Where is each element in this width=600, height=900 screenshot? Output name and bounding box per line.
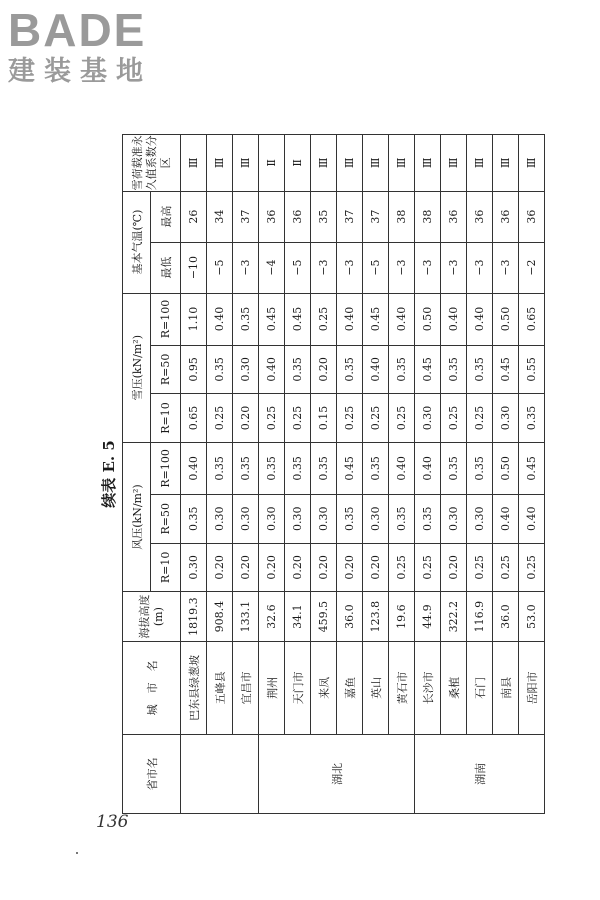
temp-min-cell: −3	[467, 242, 493, 293]
elevation-cell: 116.9	[467, 592, 493, 642]
wind-r10-cell: 0.20	[285, 543, 311, 592]
elevation-cell: 908.4	[207, 592, 233, 642]
temp-max-cell: 36	[493, 191, 519, 242]
elevation-cell: 1819.3	[181, 592, 207, 642]
temp-min-cell: −3	[337, 242, 363, 293]
city-cell: 英山	[363, 642, 389, 735]
snow-zone-cell: Ⅲ	[181, 135, 207, 192]
wind-r100-cell: 0.35	[233, 442, 259, 494]
table-row	[415, 135, 441, 814]
snow-r100-cell: 1.10	[181, 293, 207, 345]
temp-min-cell: −3	[415, 242, 441, 293]
elevation-cell: 32.6	[259, 592, 285, 642]
header-snow-pressure: 雪压(kN/m²)	[123, 293, 151, 442]
snow-r10-cell: 0.25	[467, 394, 493, 443]
header-temp-min: 最低	[151, 242, 181, 293]
temp-max-cell: 36	[259, 191, 285, 242]
table-row	[363, 135, 389, 814]
elevation-cell: 34.1	[285, 592, 311, 642]
header-snow-r100: R=100	[151, 293, 181, 345]
wind-r100-cell: 0.35	[207, 442, 233, 494]
wind-r100-cell: 0.35	[311, 442, 337, 494]
snow-r10-cell: 0.35	[519, 394, 545, 443]
wind-r10-cell: 0.25	[389, 543, 415, 592]
snow-zone-cell: Ⅲ	[337, 135, 363, 192]
snow-r50-cell: 0.45	[415, 345, 441, 394]
table-caption: 续表 E. 5	[100, 440, 118, 508]
header-city: 城 市 名	[123, 642, 181, 735]
snow-r100-cell: 0.40	[389, 293, 415, 345]
table-row	[337, 135, 363, 814]
wind-r50-cell: 0.35	[337, 494, 363, 543]
city-cell: 巴东县绿葱坡	[181, 642, 207, 735]
elevation-cell: 44.9	[415, 592, 441, 642]
table-row	[285, 135, 311, 814]
wind-r100-cell: 0.35	[441, 442, 467, 494]
snow-r50-cell: 0.35	[207, 345, 233, 394]
wind-r50-cell: 0.30	[259, 494, 285, 543]
wind-r100-cell: 0.45	[337, 442, 363, 494]
temp-max-cell: 37	[363, 191, 389, 242]
elevation-cell: 459.5	[311, 592, 337, 642]
snow-zone-cell: Ⅲ	[207, 135, 233, 192]
snow-r100-cell: 0.40	[467, 293, 493, 345]
snow-r100-cell: 0.50	[493, 293, 519, 345]
table-row	[311, 135, 337, 814]
city-cell: 岳阳市	[519, 642, 545, 735]
snow-zone-cell: Ⅱ	[285, 135, 311, 192]
wind-r100-cell: 0.35	[259, 442, 285, 494]
rotated-table-page	[98, 134, 539, 814]
wind-r10-cell: 0.25	[493, 543, 519, 592]
province-cell: 湖北	[259, 734, 415, 813]
header-snow-r50: R=50	[151, 345, 181, 394]
header-wind-r50: R=50	[151, 494, 181, 543]
table-row	[389, 135, 415, 814]
scan-speck	[76, 852, 78, 854]
city-cell: 黄石市	[389, 642, 415, 735]
table-row	[233, 135, 259, 814]
header-province: 省市名	[123, 734, 181, 813]
snow-r50-cell: 0.40	[259, 345, 285, 394]
table-row	[519, 135, 545, 814]
city-cell: 宜昌市	[233, 642, 259, 735]
wind-r50-cell: 0.30	[441, 494, 467, 543]
city-cell: 石门	[467, 642, 493, 735]
city-cell: 来凤	[311, 642, 337, 735]
elevation-cell: 123.8	[363, 592, 389, 642]
snow-r50-cell: 0.35	[441, 345, 467, 394]
header-temp-max: 最高	[151, 191, 181, 242]
snow-r10-cell: 0.25	[285, 394, 311, 443]
header-snow-r10: R=10	[151, 394, 181, 443]
wind-r10-cell: 0.20	[363, 543, 389, 592]
wind-r50-cell: 0.35	[415, 494, 441, 543]
temp-min-cell: −2	[519, 242, 545, 293]
temp-max-cell: 38	[389, 191, 415, 242]
header-wind-r10: R=10	[151, 543, 181, 592]
snow-r100-cell: 0.40	[207, 293, 233, 345]
snow-r100-cell: 0.40	[441, 293, 467, 345]
snow-r50-cell: 0.35	[337, 345, 363, 394]
elevation-cell: 322.2	[441, 592, 467, 642]
table-row	[207, 135, 233, 814]
temp-min-cell: −3	[441, 242, 467, 293]
temp-min-cell: −5	[207, 242, 233, 293]
snow-r100-cell: 0.50	[415, 293, 441, 345]
wind-r100-cell: 0.45	[519, 442, 545, 494]
wind-r10-cell: 0.30	[181, 543, 207, 592]
snow-r50-cell: 0.30	[233, 345, 259, 394]
climate-data-table	[122, 134, 545, 814]
header-wind-r100: R=100	[151, 442, 181, 494]
city-cell: 桑植	[441, 642, 467, 735]
temp-min-cell: −3	[233, 242, 259, 293]
province-cell: 湖南	[415, 734, 545, 813]
wind-r10-cell: 0.20	[441, 543, 467, 592]
wind-r100-cell: 0.40	[181, 442, 207, 494]
snow-zone-cell: Ⅲ	[493, 135, 519, 192]
snow-r10-cell: 0.15	[311, 394, 337, 443]
snow-r100-cell: 0.40	[337, 293, 363, 345]
temp-max-cell: 36	[519, 191, 545, 242]
snow-r100-cell: 0.45	[363, 293, 389, 345]
header-elevation: 海拔高度(m)	[123, 592, 181, 642]
header-snow-zone: 雪荷载准永久值系数分区	[123, 135, 181, 192]
wind-r50-cell: 0.30	[207, 494, 233, 543]
temp-min-cell: −3	[311, 242, 337, 293]
snow-r100-cell: 0.35	[233, 293, 259, 345]
city-cell: 五峰县	[207, 642, 233, 735]
temp-max-cell: 36	[467, 191, 493, 242]
snow-r100-cell: 0.25	[311, 293, 337, 345]
logo-wordmark: BADE	[8, 4, 147, 56]
table-row	[181, 135, 207, 814]
snow-zone-cell: Ⅲ	[467, 135, 493, 192]
snow-r100-cell: 0.45	[285, 293, 311, 345]
wind-r50-cell: 0.30	[233, 494, 259, 543]
snow-r10-cell: 0.65	[181, 394, 207, 443]
header-base-temperature: 基本气温(℃)	[123, 191, 151, 293]
temp-max-cell: 38	[415, 191, 441, 242]
elevation-cell: 53.0	[519, 592, 545, 642]
snow-r10-cell: 0.30	[415, 394, 441, 443]
wind-r50-cell: 0.40	[493, 494, 519, 543]
snow-r10-cell: 0.25	[389, 394, 415, 443]
wind-r100-cell: 0.35	[363, 442, 389, 494]
snow-r100-cell: 0.45	[259, 293, 285, 345]
brand-logo	[8, 6, 152, 88]
snow-r50-cell: 0.40	[363, 345, 389, 394]
snow-zone-cell: Ⅲ	[363, 135, 389, 192]
header-wind-pressure: 风压(kN/m²)	[123, 442, 151, 591]
table-row	[441, 135, 467, 814]
wind-r10-cell: 0.25	[519, 543, 545, 592]
temp-max-cell: 37	[337, 191, 363, 242]
snow-r50-cell: 0.55	[519, 345, 545, 394]
logo-subtitle: 建装基地	[8, 56, 152, 87]
wind-r50-cell: 0.30	[363, 494, 389, 543]
snow-r50-cell: 0.35	[389, 345, 415, 394]
wind-r100-cell: 0.50	[493, 442, 519, 494]
elevation-cell: 36.0	[493, 592, 519, 642]
temp-min-cell: −4	[259, 242, 285, 293]
snow-zone-cell: Ⅲ	[311, 135, 337, 192]
snow-r100-cell: 0.65	[519, 293, 545, 345]
wind-r10-cell: 0.25	[415, 543, 441, 592]
wind-r50-cell: 0.30	[311, 494, 337, 543]
snow-zone-cell: Ⅲ	[441, 135, 467, 192]
temp-max-cell: 34	[207, 191, 233, 242]
wind-r100-cell: 0.35	[285, 442, 311, 494]
table-row	[259, 135, 285, 814]
wind-r50-cell: 0.35	[389, 494, 415, 543]
elevation-cell: 19.6	[389, 592, 415, 642]
snow-zone-cell: Ⅲ	[415, 135, 441, 192]
table-body	[181, 135, 545, 814]
wind-r50-cell: 0.30	[467, 494, 493, 543]
city-cell: 长沙市	[415, 642, 441, 735]
snow-r50-cell: 0.95	[181, 345, 207, 394]
wind-r10-cell: 0.20	[259, 543, 285, 592]
temp-min-cell: −3	[389, 242, 415, 293]
wind-r10-cell: 0.20	[311, 543, 337, 592]
province-cell	[181, 734, 259, 813]
wind-r10-cell: 0.25	[467, 543, 493, 592]
wind-r100-cell: 0.40	[415, 442, 441, 494]
city-cell: 天门市	[285, 642, 311, 735]
wind-r100-cell: 0.35	[467, 442, 493, 494]
snow-r10-cell: 0.25	[259, 394, 285, 443]
wind-r10-cell: 0.20	[207, 543, 233, 592]
wind-r100-cell: 0.40	[389, 442, 415, 494]
temp-min-cell: −5	[285, 242, 311, 293]
snow-zone-cell: Ⅲ	[389, 135, 415, 192]
snow-r10-cell: 0.25	[441, 394, 467, 443]
wind-r10-cell: 0.20	[337, 543, 363, 592]
snow-zone-cell: Ⅲ	[519, 135, 545, 192]
snow-r50-cell: 0.35	[285, 345, 311, 394]
table-row	[493, 135, 519, 814]
city-cell: 嘉鱼	[337, 642, 363, 735]
snow-r10-cell: 0.20	[233, 394, 259, 443]
wind-r50-cell: 0.30	[285, 494, 311, 543]
page-number: 136	[96, 812, 129, 832]
wind-r50-cell: 0.35	[181, 494, 207, 543]
elevation-cell: 36.0	[337, 592, 363, 642]
city-cell: 南县	[493, 642, 519, 735]
table-row	[467, 135, 493, 814]
snow-r50-cell: 0.45	[493, 345, 519, 394]
temp-max-cell: 35	[311, 191, 337, 242]
temp-min-cell: −5	[363, 242, 389, 293]
temp-max-cell: 26	[181, 191, 207, 242]
snow-r10-cell: 0.30	[493, 394, 519, 443]
snow-zone-cell: Ⅲ	[233, 135, 259, 192]
city-cell: 荆州	[259, 642, 285, 735]
temp-max-cell: 37	[233, 191, 259, 242]
snow-r10-cell: 0.25	[207, 394, 233, 443]
wind-r10-cell: 0.20	[233, 543, 259, 592]
temp-min-cell: −10	[181, 242, 207, 293]
temp-min-cell: −3	[493, 242, 519, 293]
temp-max-cell: 36	[441, 191, 467, 242]
temp-max-cell: 36	[285, 191, 311, 242]
snow-r50-cell: 0.35	[467, 345, 493, 394]
snow-r10-cell: 0.25	[337, 394, 363, 443]
snow-r50-cell: 0.20	[311, 345, 337, 394]
elevation-cell: 133.1	[233, 592, 259, 642]
wind-r50-cell: 0.40	[519, 494, 545, 543]
snow-zone-cell: Ⅱ	[259, 135, 285, 192]
snow-r10-cell: 0.25	[363, 394, 389, 443]
